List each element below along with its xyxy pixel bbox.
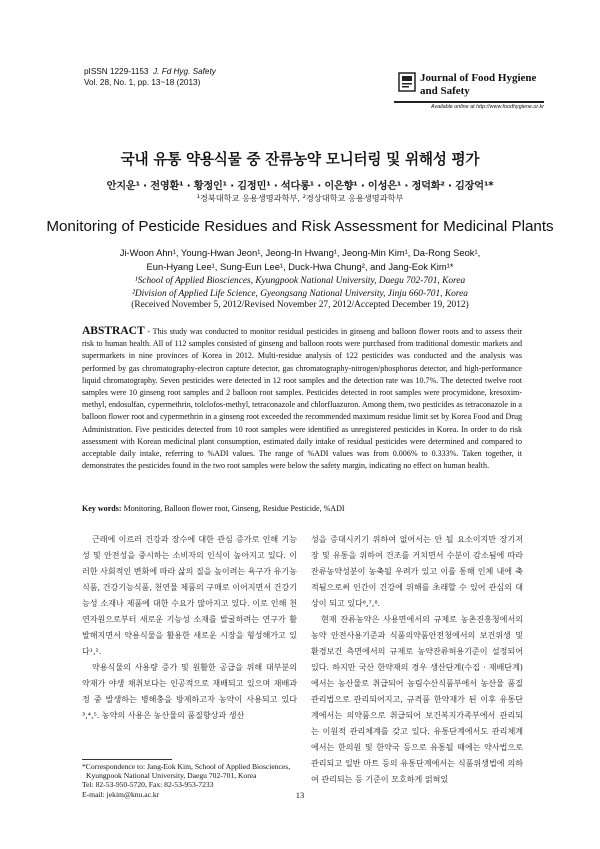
footnote-line: Tel: 82-53-950-5720, Fax: 82-53-953-7233 [82, 780, 214, 790]
issn-line: pISSN 1229-1153 J. Fd Hyg. Safety [84, 67, 216, 76]
affiliation-korean: ¹경북대학교 응용생명과학부, ²경상대학교 응용생명과학부 [196, 193, 404, 203]
affiliation-english-line2: ²Division of Applied Life Science, Gyeongsang National University, Jinju 660-701, Korea [132, 288, 468, 299]
affiliation-english [0, 275, 600, 300]
keywords-text: Monitoring, Balloon flower root, Ginseng, Residue Pesticide, %ADI [121, 504, 345, 513]
keywords [82, 504, 522, 513]
body-paragraph: 현재 잔류농약은 사용면에서의 규제로 농촌진흥청에서의 농약 안전사용기준과 식품의약품안전청에서의 보건위생 및 환경보건 측면에서의 규제로 농약잔류허용기준이 설정되어 있다. 하지만 국산 한약재의 경우 생산단계(수집 · 재배단계)에서는 농산물로 취급되어 농림수산식품부에서 농산물 품질관리법으로 관리되어지고, 규격품 한약재가 된 이후 유통단계에서는 의약품으로 취급되어 보건복지가족부에서 관리되는 이원적 관리체계를 갖고 있다. 유통단계에서도 관리체계에서는 한의원 및 한약국 등으로 유통될 때에는 약사법으로 관리되고 일반 마트 등의 유통단계에서는 식품위생법에 의하여 관리되는 등 기준이 모호하게 얽혀있 [311, 615, 523, 784]
authors-korean: 안지운¹ · 전영환¹ · 황정인¹ · 김정민¹ · 석다롱¹ · 이은향¹ · 이성은¹ · 정덕화² · 김장억¹* [106, 181, 494, 192]
page-number: 13 [295, 790, 305, 800]
logo-url: Available online at http://www.foodhygiene.or.kr [431, 104, 544, 110]
journal-logo-icon [398, 72, 416, 92]
journal-abbr: J. Fd Hyg. Safety [153, 67, 216, 76]
keywords-label: Key words: [82, 504, 122, 513]
affiliation-english-line1: ¹School of Applied Biosciences, Kyungpook National University, Daegu 702-701, Korea [134, 276, 466, 286]
logo-title-line2: and Safety [420, 85, 470, 97]
body-paragraph: 약용식물의 사용량 증가 및 원활한 공급을 위해 대부분의 약재가 야생 채취보다는 인공적으로 재배되고 있으며 재배과정 중 발생하는 병해충을 방제하고자 농약이 사용되고 있다³,⁴,⁵. 농약의 사용은 농산물의 품질향상과 생산 [82, 663, 297, 720]
footnote-rule [82, 759, 172, 760]
body-column-right [311, 532, 523, 788]
body-paragraph: 성을 증대시키기 위하여 없어서는 안 될 요소이지만 장기저장 및 유통을 위하여 건조를 거치면서 수분이 감소됨에 따라 잔류농약성분이 농축될 우려가 있고 이를 통해 인체 내에 축적됨으로써 인간이 건강에 위해를 초래할 수 있어 관심의 대상이 되고 있다⁶,⁷,⁸. [311, 535, 523, 608]
logo-title-line1: Journal of Food Hygiene [420, 72, 537, 84]
authors-english-line1: Ji-Woon Ahn¹, Young-Hwan Jeon¹, Jeong-In Hwang¹, Jeong-Min Kim¹, Da-Rong Seok¹, [119, 247, 481, 258]
abstract-label: ABSTRACT [82, 325, 145, 337]
authors-english-line2: Eun-Hyang Lee¹, Sung-Eun Lee¹, Duck-Hwa Chung², and Jang-Eok Kim¹* [146, 261, 454, 272]
authors-english [0, 246, 600, 274]
logo-rule [394, 101, 544, 103]
title-korean: 국내 유통 약용식물 중 잔류농약 모니터링 및 위해성 평가 [120, 151, 480, 168]
journal-logo [394, 68, 544, 110]
body-paragraph: 근래에 이르러 건강과 장수에 대한 관심 증가로 인해 기능성 및 안전성을 중시하는 소비자의 인식이 높아지고 있다. 이러한 사회적인 변화에 따라 삶의 질을 높이려는 욕구가 유기농식품, 건강기능식품, 천연물 제품의 구매로 이어지면서 건강기능성 소재나 제품에 대한 수요가 많아지고 있다. 이로 인해 천연자원으로부터 새로운 기능성 소재를 발굴하려는 연구가 활발해지면서 약용식물을 활용한 새로운 시장을 형성해가고 있다¹,². [82, 535, 297, 656]
volume-line: Vol. 28, No. 1, pp. 13~18 (2013) [84, 78, 201, 87]
received-dates: (Received November 5, 2012/Revised November 27, 2012/Accepted December 19, 2012) [131, 300, 469, 310]
journal-header [84, 66, 216, 88]
title-english: Monitoring of Pesticide Residues and Risk Assessment for Medicinal Plants [46, 218, 554, 235]
footnote-line: Kyungpook National University, Daegu 702-701, Korea [86, 771, 257, 781]
footnote-line: *Correspondence to: Jang-Eok Kim, School of Applied Biosciences, [82, 762, 291, 771]
footnote-line: E-mail: jekim@knu.ac.kr [82, 789, 160, 799]
abstract-text: - This study was conducted to monitor residual pesticides in ginseng and balloon flower roots and to assess their risk to human health. All of 112 samples consisted of ginseng and balloon roots were purchased from traditional domestic markets and supermarkets in nine provinces of Korea in 2012. Multi-residue analysis of 122 pesticides was conducted and the analysis was performed by gas chromatography-electron capture detector, gas chromatography-nitrogen/phosphorus detector, and high-performance liquid chromatography. Seven pesticides were detected in 12 root samples and the detection rate was 10.7%. The detected twelve root samples were 10 ginseng root samples and 2 balloon root samples. Pesticides detected in root samples were procymidone, kresoxim-methyl, endosulfan, cypermethrin, tolclofos-methyl, tetraconazole and chlorfluazuron. Among them, two pesticides as tetraconazole in a balloon flower root and cypermethrin in a ginseng root exceeded the recommended maximum residue limit set by Korea Food and Drug Administration. Five pesticides detected from 10 root samples were identified as unregistered pesticides in Korea. In order to do risk assessment with Korean medicinal plant consumption, estimated daily intake of residual pesticides were determined and compared to acceptable daily intake, referring to %ADI values. The range of %ADI values was from 0.006% to 0.333%. Taken together, it demonstrates the pesticides found in the two root samples were below the safety margin, indicating no effect on human health. [82, 327, 522, 471]
abstract [82, 325, 522, 472]
body-column-left [82, 532, 297, 724]
